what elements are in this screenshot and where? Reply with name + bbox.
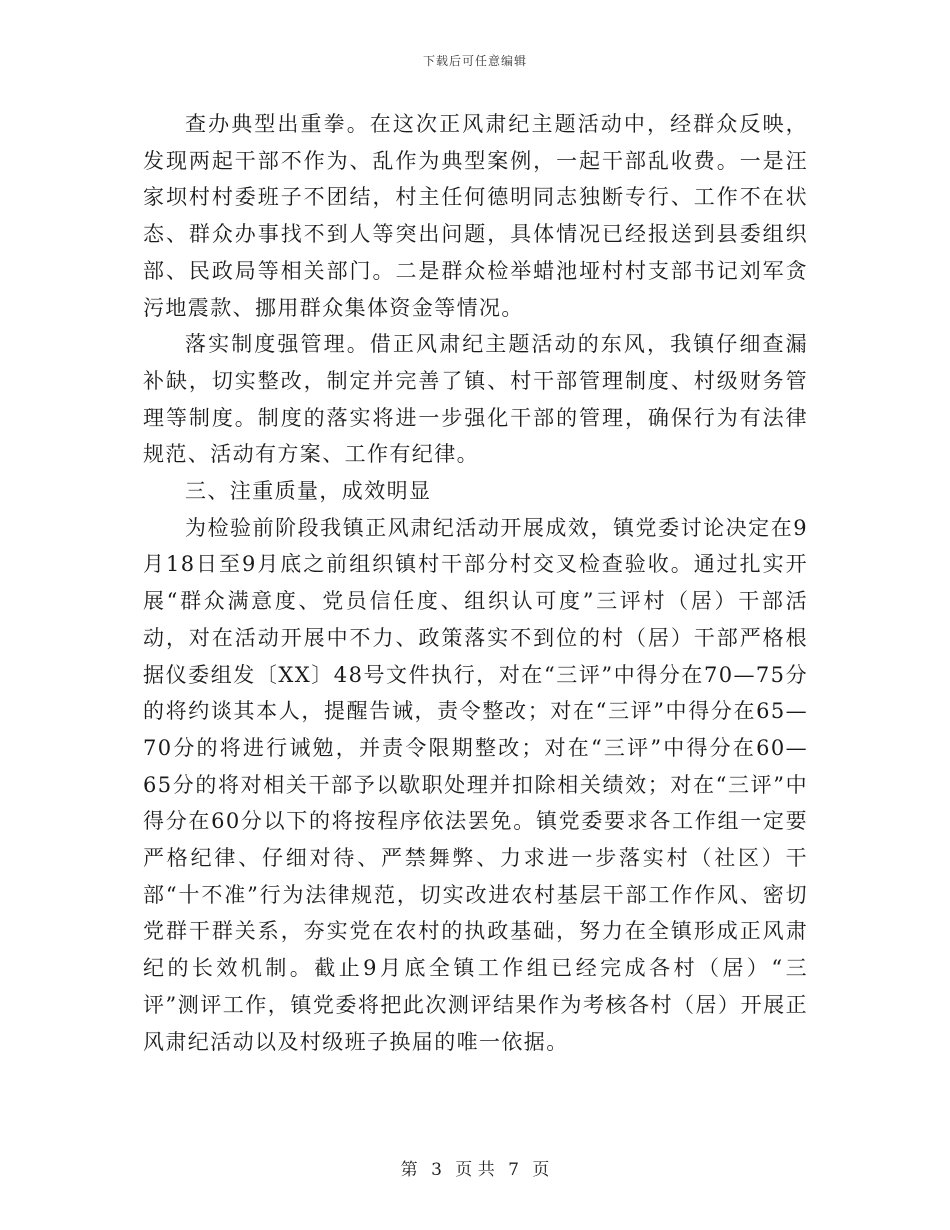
document-body	[143, 106, 808, 1060]
page-footer	[0, 1155, 950, 1180]
total-pages-number: 7	[508, 1160, 519, 1180]
footer-middle: 页 共	[455, 1160, 495, 1180]
paragraph-investigation: 查办典型出重拳。在这次正风肃纪主题活动中，经群众反映，发现两起干部不作为、乱作为典型案例，一起干部乱收费。一是汪家坝村村委班子不团结，村主任何德明同志独断专行、工作不在状态、群众办事找不到人等突出问题，具体情况已经报送到县委组织部、民政局等相关部门。二是群众检举蜡池垭村村支部书记刘军贪污地震款、挪用群众集体资金等情况。	[143, 112, 808, 320]
page-header-note: 下载后可任意编辑	[422, 54, 527, 68]
current-page-number: 3	[431, 1160, 442, 1180]
paragraph-system-management: 落实制度强管理。借正风肃纪主题活动的东风，我镇仔细查漏补缺，切实整改，制定并完善了镇、村干部管理制度、村级财务管理等制度。制度的落实将进一步强化干部的管理，确保行为有法律规范、活动有方案、工作有纪律。	[143, 332, 808, 467]
footer-prefix: 第	[400, 1160, 418, 1180]
footer-suffix: 页	[532, 1160, 550, 1180]
paragraph-inspection-results: 为检验前阶段我镇正风肃纪活动开展成效，镇党委讨论决定在9月18日至9月底之前组织镇村干部分村交叉检查验收。通过扎实开展“群众满意度、党员信任度、组织认可度”三评村（居）干部活动，对在活动开展中不力、政策落实不到位的村（居）干部严格根据仪委组发〔XX〕48号文件执行，对在“三评”中得分在70—75分的将约谈其本人，提醒告诫，责令整改；对在“三评”中得分在65—70分的将进行诫勉，并责令限期整改；对在“三评”中得分在60—65分的将对相关干部予以歇职处理并扣除相关绩效；对在“三评”中得分在60分以下的将按程序依法罢免。镇党委要求各工作组一定要严格纪律、仔细对待、严禁舞弊、力求进一步落实村（社区）干部“十不准”行为法律规范，切实改进农村基层干部工作作风、密切党群干群关系，夯实党在农村的执政基础，努力在全镇形成正风肃纪的长效机制。截止9月底全镇工作组已经完成各村（居）“三评”测评工作，镇党委将把此次测评结果作为考核各村（居）开展正风肃纪活动以及村级班子换届的唯一依据。	[143, 515, 808, 1054]
section-heading-quality: 三、注重质量，成效明显	[185, 479, 432, 504]
